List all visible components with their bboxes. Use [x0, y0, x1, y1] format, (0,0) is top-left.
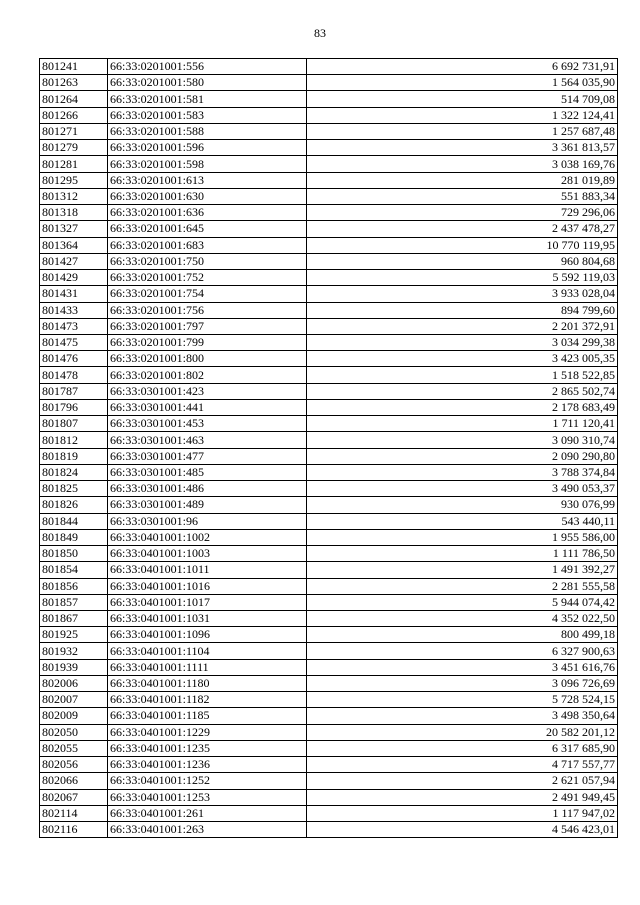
table-row [40, 318, 618, 334]
cadastral-number-cell: 66:33:0301001:489 [108, 497, 307, 513]
row-id-cell: 801318 [40, 205, 108, 221]
table-row [40, 464, 618, 480]
value-cell: 5 728 524,15 [307, 692, 618, 708]
value-cell: 1 111 786,50 [307, 546, 618, 562]
value-cell: 6 327 900,63 [307, 643, 618, 659]
cadastral-number-cell: 66:33:0201001:598 [108, 156, 307, 172]
value-cell: 2 437 478,27 [307, 221, 618, 237]
table-row [40, 107, 618, 123]
row-id-cell: 801266 [40, 107, 108, 123]
cadastral-number-cell: 66:33:0301001:486 [108, 481, 307, 497]
row-id-cell: 801473 [40, 318, 108, 334]
cadastral-number-cell: 66:33:0201001:752 [108, 270, 307, 286]
cadastral-number-cell: 66:33:0201001:645 [108, 221, 307, 237]
row-id-cell: 801844 [40, 513, 108, 529]
row-id-cell: 801856 [40, 578, 108, 594]
value-cell: 1 257 687,48 [307, 123, 618, 139]
cadastral-number-cell: 66:33:0201001:799 [108, 334, 307, 350]
value-cell: 800 499,18 [307, 627, 618, 643]
cadastral-number-cell: 66:33:0201001:630 [108, 188, 307, 204]
cadastral-number-cell: 66:33:0401001:263 [108, 822, 307, 838]
row-id-cell: 801433 [40, 302, 108, 318]
row-id-cell: 801327 [40, 221, 108, 237]
row-id-cell: 801263 [40, 75, 108, 91]
value-cell: 5 592 119,03 [307, 270, 618, 286]
value-cell: 1 491 392,27 [307, 562, 618, 578]
cadastral-number-cell: 66:33:0201001:754 [108, 286, 307, 302]
value-cell: 894 799,60 [307, 302, 618, 318]
row-id-cell: 801281 [40, 156, 108, 172]
table-row [40, 172, 618, 188]
table-row [40, 123, 618, 139]
cadastral-number-cell: 66:33:0401001:1104 [108, 643, 307, 659]
table-row [40, 237, 618, 253]
value-cell: 3 096 726,69 [307, 675, 618, 691]
cadastral-number-cell: 66:33:0201001:580 [108, 75, 307, 91]
row-id-cell: 801825 [40, 481, 108, 497]
row-id-cell: 801264 [40, 91, 108, 107]
table-row [40, 724, 618, 740]
cadastral-number-cell: 66:33:0301001:453 [108, 416, 307, 432]
value-cell: 2 621 057,94 [307, 773, 618, 789]
cadastral-number-cell: 66:33:0401001:1111 [108, 659, 307, 675]
table-row [40, 416, 618, 432]
cadastral-number-cell: 66:33:0401001:261 [108, 805, 307, 821]
value-cell: 5 944 074,42 [307, 594, 618, 610]
cadastral-number-cell: 66:33:0201001:581 [108, 91, 307, 107]
table-row [40, 708, 618, 724]
table-row [40, 497, 618, 513]
value-cell: 1 564 035,90 [307, 75, 618, 91]
table-row [40, 481, 618, 497]
row-id-cell: 801279 [40, 140, 108, 156]
cadastral-number-cell: 66:33:0201001:800 [108, 351, 307, 367]
value-cell: 1 518 522,85 [307, 367, 618, 383]
row-id-cell: 801312 [40, 188, 108, 204]
cadastral-number-cell: 66:33:0201001:756 [108, 302, 307, 318]
row-id-cell: 802067 [40, 789, 108, 805]
value-cell: 3 933 028,04 [307, 286, 618, 302]
row-id-cell: 802009 [40, 708, 108, 724]
table-row [40, 156, 618, 172]
value-cell: 3 034 299,38 [307, 334, 618, 350]
value-cell: 4 717 557,77 [307, 757, 618, 773]
value-cell: 3 490 053,37 [307, 481, 618, 497]
row-id-cell: 802114 [40, 805, 108, 821]
value-cell: 2 178 683,49 [307, 399, 618, 415]
cadastral-number-cell: 66:33:0201001:797 [108, 318, 307, 334]
value-cell: 1 711 120,41 [307, 416, 618, 432]
table-row [40, 773, 618, 789]
value-cell: 2 281 555,58 [307, 578, 618, 594]
row-id-cell: 801849 [40, 529, 108, 545]
cadastral-value-table [39, 58, 618, 838]
value-cell: 4 352 022,50 [307, 610, 618, 626]
row-id-cell: 801807 [40, 416, 108, 432]
table-row [40, 205, 618, 221]
row-id-cell: 801867 [40, 610, 108, 626]
table-row [40, 578, 618, 594]
value-cell: 10 770 119,95 [307, 237, 618, 253]
row-id-cell: 802116 [40, 822, 108, 838]
table-row [40, 140, 618, 156]
row-id-cell: 802050 [40, 724, 108, 740]
cadastral-number-cell: 66:33:0301001:423 [108, 383, 307, 399]
cadastral-number-cell: 66:33:0201001:613 [108, 172, 307, 188]
cadastral-number-cell: 66:33:0201001:750 [108, 253, 307, 269]
row-id-cell: 801826 [40, 497, 108, 513]
value-cell: 551 883,34 [307, 188, 618, 204]
table-body [40, 59, 618, 838]
value-cell: 6 317 685,90 [307, 740, 618, 756]
table-row [40, 334, 618, 350]
row-id-cell: 801939 [40, 659, 108, 675]
value-cell: 930 076,99 [307, 497, 618, 513]
table-row [40, 91, 618, 107]
cadastral-number-cell: 66:33:0401001:1002 [108, 529, 307, 545]
table-row [40, 286, 618, 302]
table-row [40, 75, 618, 91]
value-cell: 1 322 124,41 [307, 107, 618, 123]
cadastral-number-cell: 66:33:0201001:588 [108, 123, 307, 139]
table-row [40, 448, 618, 464]
row-id-cell: 801824 [40, 464, 108, 480]
value-cell: 3 361 813,57 [307, 140, 618, 156]
table-row [40, 659, 618, 675]
value-cell: 281 019,89 [307, 172, 618, 188]
cadastral-number-cell: 66:33:0401001:1253 [108, 789, 307, 805]
table-row [40, 399, 618, 415]
row-id-cell: 801364 [40, 237, 108, 253]
row-id-cell: 802055 [40, 740, 108, 756]
table-row [40, 610, 618, 626]
row-id-cell: 801819 [40, 448, 108, 464]
cadastral-number-cell: 66:33:0401001:1182 [108, 692, 307, 708]
value-cell: 1 955 586,00 [307, 529, 618, 545]
cadastral-number-cell: 66:33:0401001:1180 [108, 675, 307, 691]
cadastral-number-cell: 66:33:0401001:1229 [108, 724, 307, 740]
row-id-cell: 801854 [40, 562, 108, 578]
row-id-cell: 801812 [40, 432, 108, 448]
cadastral-number-cell: 66:33:0301001:463 [108, 432, 307, 448]
value-cell: 2 201 372,91 [307, 318, 618, 334]
row-id-cell: 801796 [40, 399, 108, 415]
cadastral-number-cell: 66:33:0401001:1003 [108, 546, 307, 562]
cadastral-number-cell: 66:33:0401001:1185 [108, 708, 307, 724]
cadastral-number-cell: 66:33:0201001:683 [108, 237, 307, 253]
cadastral-number-cell: 66:33:0301001:477 [108, 448, 307, 464]
value-cell: 729 296,06 [307, 205, 618, 221]
cadastral-number-cell: 66:33:0201001:583 [108, 107, 307, 123]
table-row [40, 529, 618, 545]
table-row [40, 188, 618, 204]
table-row [40, 627, 618, 643]
row-id-cell: 801478 [40, 367, 108, 383]
row-id-cell: 801429 [40, 270, 108, 286]
cadastral-number-cell: 66:33:0401001:1016 [108, 578, 307, 594]
cadastral-number-cell: 66:33:0201001:636 [108, 205, 307, 221]
row-id-cell: 802007 [40, 692, 108, 708]
value-cell: 2 090 290,80 [307, 448, 618, 464]
value-cell: 2 491 949,45 [307, 789, 618, 805]
value-cell: 3 423 005,35 [307, 351, 618, 367]
table-row [40, 822, 618, 838]
table-row [40, 302, 618, 318]
table-row [40, 513, 618, 529]
cadastral-number-cell: 66:33:0401001:1011 [108, 562, 307, 578]
cadastral-number-cell: 66:33:0301001:485 [108, 464, 307, 480]
cadastral-number-cell: 66:33:0201001:556 [108, 59, 307, 75]
table-row [40, 351, 618, 367]
row-id-cell: 801857 [40, 594, 108, 610]
row-id-cell: 801431 [40, 286, 108, 302]
cadastral-number-cell: 66:33:0401001:1031 [108, 610, 307, 626]
value-cell: 4 546 423,01 [307, 822, 618, 838]
table-row [40, 367, 618, 383]
row-id-cell: 801295 [40, 172, 108, 188]
table-row [40, 546, 618, 562]
table-row [40, 805, 618, 821]
table-row [40, 562, 618, 578]
row-id-cell: 801241 [40, 59, 108, 75]
table-row [40, 270, 618, 286]
value-cell: 3 090 310,74 [307, 432, 618, 448]
row-id-cell: 801427 [40, 253, 108, 269]
value-cell: 20 582 201,12 [307, 724, 618, 740]
value-cell: 960 804,68 [307, 253, 618, 269]
value-cell: 3 451 616,76 [307, 659, 618, 675]
cadastral-number-cell: 66:33:0401001:1252 [108, 773, 307, 789]
value-cell: 543 440,11 [307, 513, 618, 529]
table-row [40, 221, 618, 237]
row-id-cell: 802056 [40, 757, 108, 773]
cadastral-number-cell: 66:33:0401001:1096 [108, 627, 307, 643]
cadastral-number-cell: 66:33:0401001:1236 [108, 757, 307, 773]
row-id-cell: 801475 [40, 334, 108, 350]
cadastral-number-cell: 66:33:0401001:1235 [108, 740, 307, 756]
value-cell: 3 788 374,84 [307, 464, 618, 480]
table-row [40, 383, 618, 399]
table-row [40, 757, 618, 773]
table-row [40, 675, 618, 691]
value-cell: 1 117 947,02 [307, 805, 618, 821]
value-cell: 2 865 502,74 [307, 383, 618, 399]
table-row [40, 692, 618, 708]
row-id-cell: 801932 [40, 643, 108, 659]
row-id-cell: 802006 [40, 675, 108, 691]
value-cell: 6 692 731,91 [307, 59, 618, 75]
table-row [40, 253, 618, 269]
row-id-cell: 802066 [40, 773, 108, 789]
page-number: 83 [314, 26, 326, 40]
cadastral-number-cell: 66:33:0301001:441 [108, 399, 307, 415]
row-id-cell: 801850 [40, 546, 108, 562]
table-row [40, 59, 618, 75]
cadastral-number-cell: 66:33:0401001:1017 [108, 594, 307, 610]
cadastral-number-cell: 66:33:0201001:596 [108, 140, 307, 156]
row-id-cell: 801271 [40, 123, 108, 139]
row-id-cell: 801476 [40, 351, 108, 367]
table-row [40, 740, 618, 756]
row-id-cell: 801787 [40, 383, 108, 399]
table-row [40, 643, 618, 659]
value-cell: 514 709,08 [307, 91, 618, 107]
value-cell: 3 038 169,76 [307, 156, 618, 172]
table-row [40, 432, 618, 448]
cadastral-number-cell: 66:33:0201001:802 [108, 367, 307, 383]
cadastral-number-cell: 66:33:0301001:96 [108, 513, 307, 529]
table-row [40, 594, 618, 610]
table-row [40, 789, 618, 805]
value-cell: 3 498 350,64 [307, 708, 618, 724]
row-id-cell: 801925 [40, 627, 108, 643]
